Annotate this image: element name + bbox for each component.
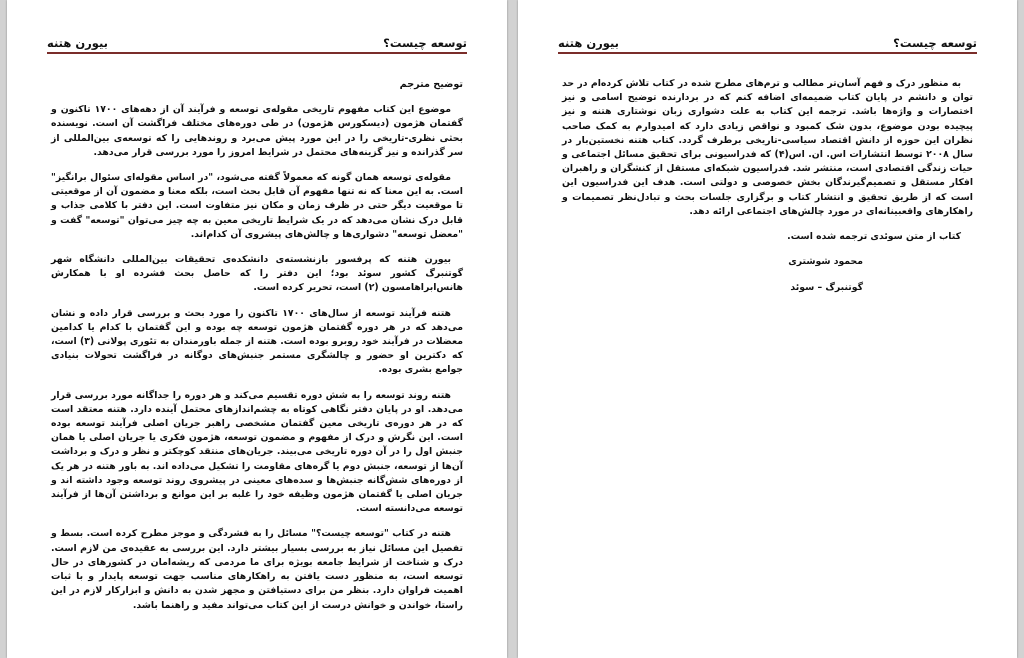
paragraph: مقوله‌ی توسعه همان گونه که معمولاً گفته می‌شود، "در اساس مقوله‌ای سئوال برانگیز" است. به این معنا که نه تنها مفهوم آن قابل بحث است، بلکه معنا و مضمون آن از موقعیتی تا موقعیت دیگر حتی در ظرف زمان و مکان نیز متفاوت است. این دفتر با کلامی جذاب و قابل درک نشان می‌دهد که در یک شرایط تاریخی معین به چه چیز می‌توان "توسعه" گفت و "معضل توسعه" دشواری‌ها و چالش‌های پیشروی آن کدام‌اند. — [51, 172, 463, 240]
paragraph: کتاب از متن سوئدی ترجمه شده است. — [787, 231, 961, 243]
page-right — [518, 0, 1017, 658]
page-header — [558, 30, 977, 50]
paragraph: موضوع این کتاب مفهوم تاریخی مقوله‌ی توسعه و فرآیند آن از دهه‌های ۱۷۰۰ تاکنون و گفتمان هژمون (دیسکورس هژمون) در طی دوره‌های مختلف فراگشت آن است. نویسنده بحثی نظری-تاریخی را در این مورد پیش می‌برد و روندهایی را که توسعه‌ی بین‌المللی از سر گذرانده و نیز گزینه‌های محتمل در شرایط امروز را مورد بررسی قرار می‌دهد. — [51, 104, 463, 158]
page-header — [47, 30, 467, 50]
header-divider — [558, 52, 977, 54]
section-heading: توضیح مترجم — [399, 79, 463, 90]
paragraph: هتنه در کتاب "توسعه چیست؟" مسائل را به فشردگی و موجز مطرح کرده است. بسط و تفصیل این مسائل نیاز به بررسی بسیار بیشتر دارد. این بررسی به عقیده‌ی من لازم است. درک و شناخت از شرایط جامعه بویژه برای ما مردمی که ریشه‌امان در کشورهای در حال توسعه است، به منظور دست یافتن به راهکارهای مناسب جهت توسعه پایدار و با ثبات اهمیت فراوان دارد. بنظر من برای دستیافتن و مجهز شدن به دانش و ابزارکار لازم در این راستا، خواندن و خوانش درست از این کتاب می‌تواند مفید و راهنما باشد. — [51, 528, 463, 611]
paragraph: هتنه فرآیند توسعه از سال‌های ۱۷۰۰ تاکنون را مورد بحث و بررسی قرار داده و نشان می‌دهد که در هر دوره گفتمان هژمون توسعه چه بوده و این گفتمان با کدام یا کدامین معضلات در فرآیند خود روبرو بوده است. هتنه از جمله باورمندان به تئوری پولانی (۳) است، که دکترین او حضور و چالشگری مستمر جنبش‌های دوگانه در فراگشت تحولات بنیادی جوامع بشری بوده. — [51, 307, 463, 376]
header-title: توسعه چیست؟ — [383, 36, 467, 50]
header-author: بیورن هتنه — [558, 36, 619, 50]
header-title: توسعه چیست؟ — [893, 36, 977, 50]
paragraph: هتنه روند توسعه را به شش دوره تقسیم می‌کند و هر دوره را جداگانه مورد بررسی قرار می‌دهد. او در پایان دفتر نگاهی کوتاه به چشم‌اندازهای محتمل آینده دارد. هتنه معتقد است که در هر دوره‌ی تاریخی معین گفتمان مشخصی راهبر جریان اصلی فرآیند توسعه بوده است. این نگرش و درک از مفهوم و مضمون توسعه، هژمون فکری یا جریان اصلی یا همان جنبش اول را در آن دوره تاریخی می‌بیند. جریان‌های منتقد کوچکتر و نظر و درک و برداشت آن‌ها از توسعه، جنبش دوم یا گره‌های مقاومت را تشکیل می‌داده اند. به باور هتنه در هر یک از دوره‌های شش‌گانه جنبش‌ها و سده‌های معینی در پیشروی روند توسعه وجود داشته اند و جریان اصلی یا گفتمان هژمون وظیفه خود را غلبه بر این موانع و برداشتن آن‌ها از فرآیند توسعه می‌دانسته است. — [51, 389, 463, 515]
signature-place: گوتنبرگ – سوئد — [790, 282, 863, 294]
paragraph: بیورن هتنه که پرفسور بازنشسته‌ی دانشکده‌ی تحقیقات بین‌المللی دانشگاه شهر گوتنبرگ کشور سوئد بود؛ این دفتر را که حاصل بحث فشرده او با همکارش هانس‌ابراهامسون (۲) است، تحریر کرده است. — [51, 254, 463, 294]
header-author: بیورن هتنه — [47, 36, 108, 50]
signature-name: محمود شوشتری — [788, 256, 863, 268]
page-body — [51, 78, 463, 624]
translator-signature — [562, 255, 973, 295]
page-body — [562, 77, 973, 307]
page-left — [7, 0, 507, 658]
header-divider — [47, 52, 467, 54]
paragraph: به منظور درک و فهم آسان‌تر مطالب و ترم‌های مطرح شده در کتاب تلاش کرده‌ام در حد توان و دانشم در پایان کتاب ضمیمه‌ای اضافه کنم که در بردارنده توضیح اسامی و نیز اختصارات و واژه‌ها باشد. ترجمه این کتاب به علت دشواری زبان نوشتاری هتنه و نیز پیچیده بودن موضوع، بدون شک کمبود و نواقص زیادی دارد که امیدوارم به کمک صاحب نظران این حوزه از دانش اقتصاد سیاسی-تاریخی برطرف گردد. کتاب هتنه نخستین‌بار در سال ۲۰۰۸ توسط انتشارات اس. ان. اس(۴) که فدراسیونی برای تحقیق مسائل اجتماعی و حیات زندگی اقتصادی است، منتشر شد. فدراسیون شبکه‌ای مستقل از کنشگران و راهبران افکار مستقل و تصمیم‌گیرندگان بخش خصوصی و دولتی است. هدف این فدراسیون این است که از طریق تحقیق و انتشار کتاب و برگزاری جلسات بحث و تبادل‌نظر تصمیمات و راهکارهای واقعبینانه‌ای در مورد چالش‌های اجتماعی ارائه دهد. — [562, 78, 973, 217]
